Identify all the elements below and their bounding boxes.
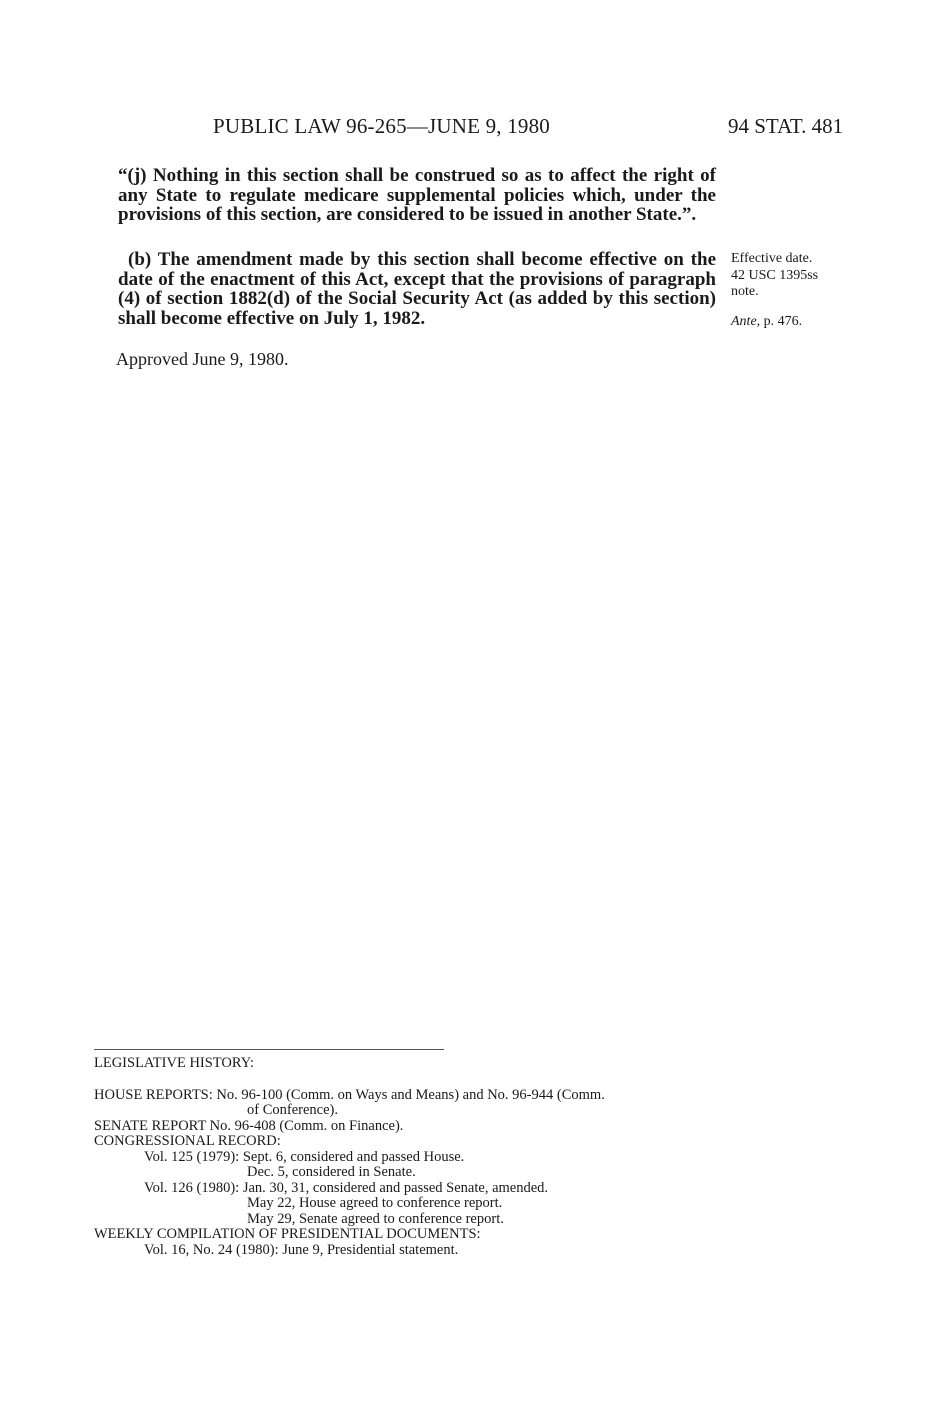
legislative-history-line: May 22, House agreed to conference report.	[247, 1195, 503, 1211]
page-header-title: PUBLIC LAW 96-265—JUNE 9, 1980	[213, 114, 551, 138]
margin-note-ante-page: p. 476.	[763, 313, 803, 329]
margin-note-ante	[731, 314, 818, 331]
legislative-history-line: Vol. 125 (1979): Sept. 6, considered and passed House.	[144, 1148, 465, 1165]
legislative-history	[94, 1056, 734, 1258]
legislative-history-line: May 29, Senate agreed to conference report.	[247, 1210, 504, 1227]
footnote-divider	[94, 1049, 444, 1050]
legislative-history-line: Vol. 16, No. 24 (1980): June 9, Presidential statement.	[144, 1241, 459, 1258]
legislative-history-line: SENATE REPORT No. 96-408 (Comm. on Finance).	[94, 1117, 404, 1134]
paragraph-j: “(j) Nothing in this section shall be construed so as to affect the right of any State to regulate medicare supplemental policies which, under the provisions of this section, are considered to be issued in another State.”.	[118, 165, 716, 225]
legislative-history-line: HOUSE REPORTS: No. 96-100 (Comm. on Ways and Means) and No. 96-944 (Comm.	[94, 1086, 605, 1103]
legislative-history-lines	[94, 1088, 734, 1259]
page-header-stat: 94 STAT. 481	[728, 114, 844, 138]
legislative-history-line: of Conference).	[247, 1102, 338, 1118]
margin-note-usc: 42 USC 1395ss	[731, 267, 819, 283]
legislative-history-line: Vol. 126 (1980): Jan. 30, 31, considered and passed Senate, amended.	[144, 1179, 549, 1196]
legislative-history-line: WEEKLY COMPILATION OF PRESIDENTIAL DOCUMENTS:	[94, 1226, 481, 1242]
paragraph-b: (b) The amendment made by this section shall become effective on the date of the enactment of this Act, except that the provisions of paragraph (4) of section 1882(d) of the Social Security Act (as added by this section) shall become effective on July 1, 1982.	[118, 249, 716, 329]
margin-notes	[731, 251, 818, 330]
approval-date: Approved June 9, 1980.	[116, 349, 289, 369]
margin-note-note: note.	[731, 284, 759, 299]
legislative-history-line: Dec. 5, considered in Senate.	[247, 1164, 416, 1180]
legislative-history-title: LEGISLATIVE HISTORY:	[94, 1055, 254, 1071]
legislative-history-line: CONGRESSIONAL RECORD:	[94, 1133, 281, 1149]
margin-note-ante-italic: Ante,	[731, 313, 761, 329]
margin-note-effective-date: Effective date.	[731, 251, 813, 266]
